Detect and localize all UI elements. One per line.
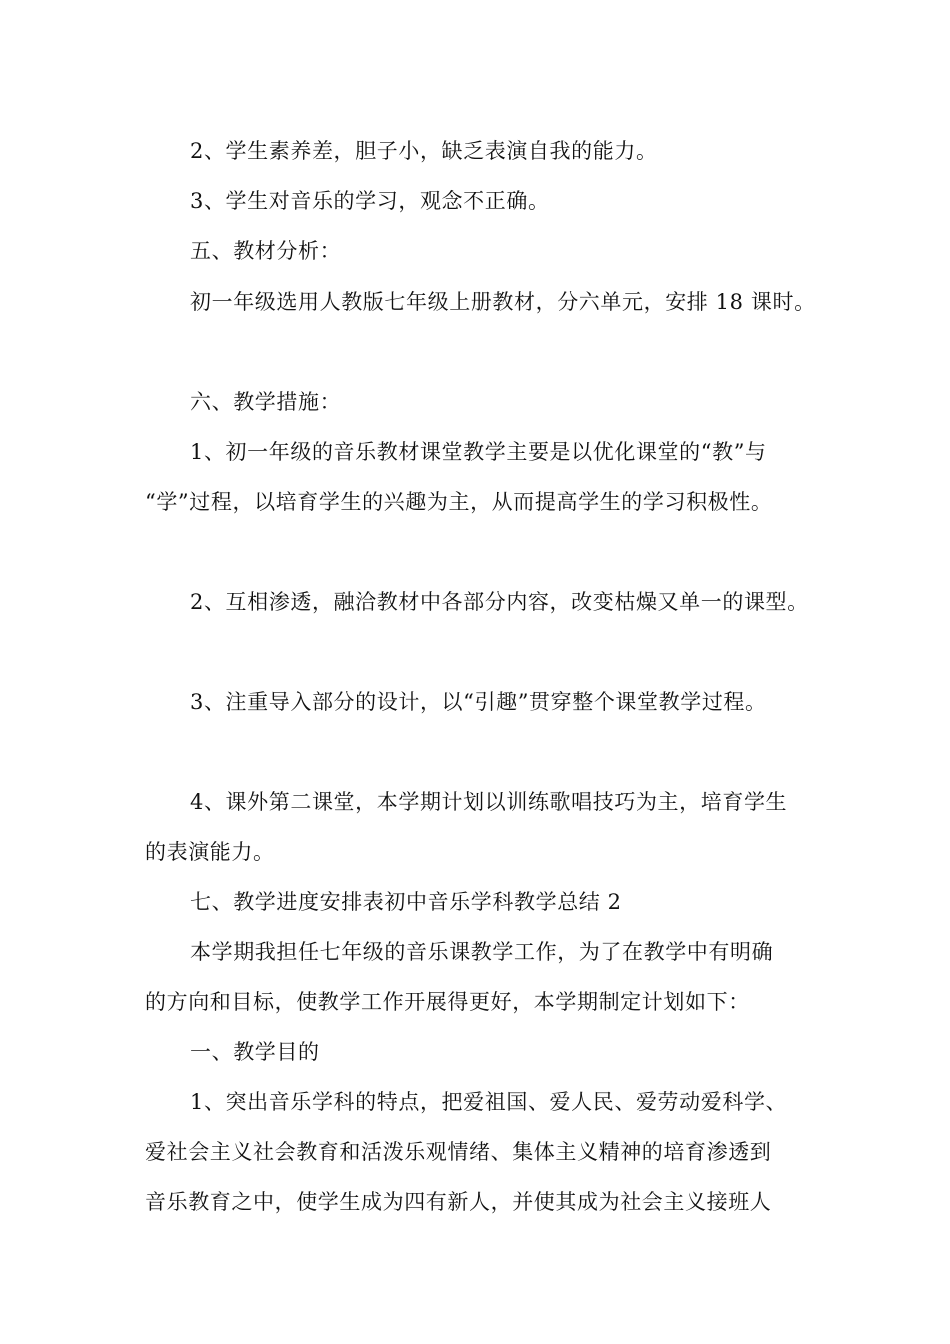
paragraph-line: 的表演能力。 [145, 840, 275, 864]
paragraph-line: 的方向和目标，使教学工作开展得更好，本学期制定计划如下： [145, 990, 750, 1014]
paragraph-line: 1、初一年级的音乐教材课堂教学主要是以优化课堂的“教”与 [190, 440, 767, 464]
paragraph-line: 初一年级选用人教版七年级上册教材，分六单元，安排 18 课时。 [190, 290, 816, 314]
paragraph-line: 2、互相渗透，融洽教材中各部分内容，改变枯燥又单一的课型。 [190, 590, 809, 614]
paragraph-line: 4、课外第二课堂，本学期计划以训练歌唱技巧为主，培育学生 [190, 790, 788, 814]
paragraph-line: 2、学生素养差，胆子小，缺乏表演自我的能力。 [190, 139, 658, 163]
paragraph-line: “学”过程，以培育学生的兴趣为主，从而提高学生的学习积极性。 [145, 490, 773, 514]
paragraph-line: 音乐教育之中，使学生成为四有新人，并使其成为社会主义接班人 [145, 1190, 772, 1214]
paragraph-line: 1、突出音乐学科的特点，把爱祖国、爱人民、爱劳动爱科学、 [190, 1090, 788, 1114]
paragraph-line: 3、注重导入部分的设计，以“引趣”贯穿整个课堂教学过程。 [190, 690, 767, 714]
section-heading: 六、教学措施： [190, 390, 342, 414]
section-heading: 七、教学进度安排表初中音乐学科教学总结 2 [190, 890, 622, 914]
paragraph-line: 爱社会主义社会教育和活泼乐观情绪、集体主义精神的培育渗透到 [145, 1140, 772, 1164]
section-heading: 五、教材分析： [190, 239, 342, 263]
section-heading: 一、教学目的 [190, 1040, 320, 1064]
paragraph-line: 3、学生对音乐的学习，观念不正确。 [190, 189, 550, 213]
paragraph-line: 本学期我担任七年级的音乐课教学工作，为了在教学中有明确 [190, 940, 774, 964]
